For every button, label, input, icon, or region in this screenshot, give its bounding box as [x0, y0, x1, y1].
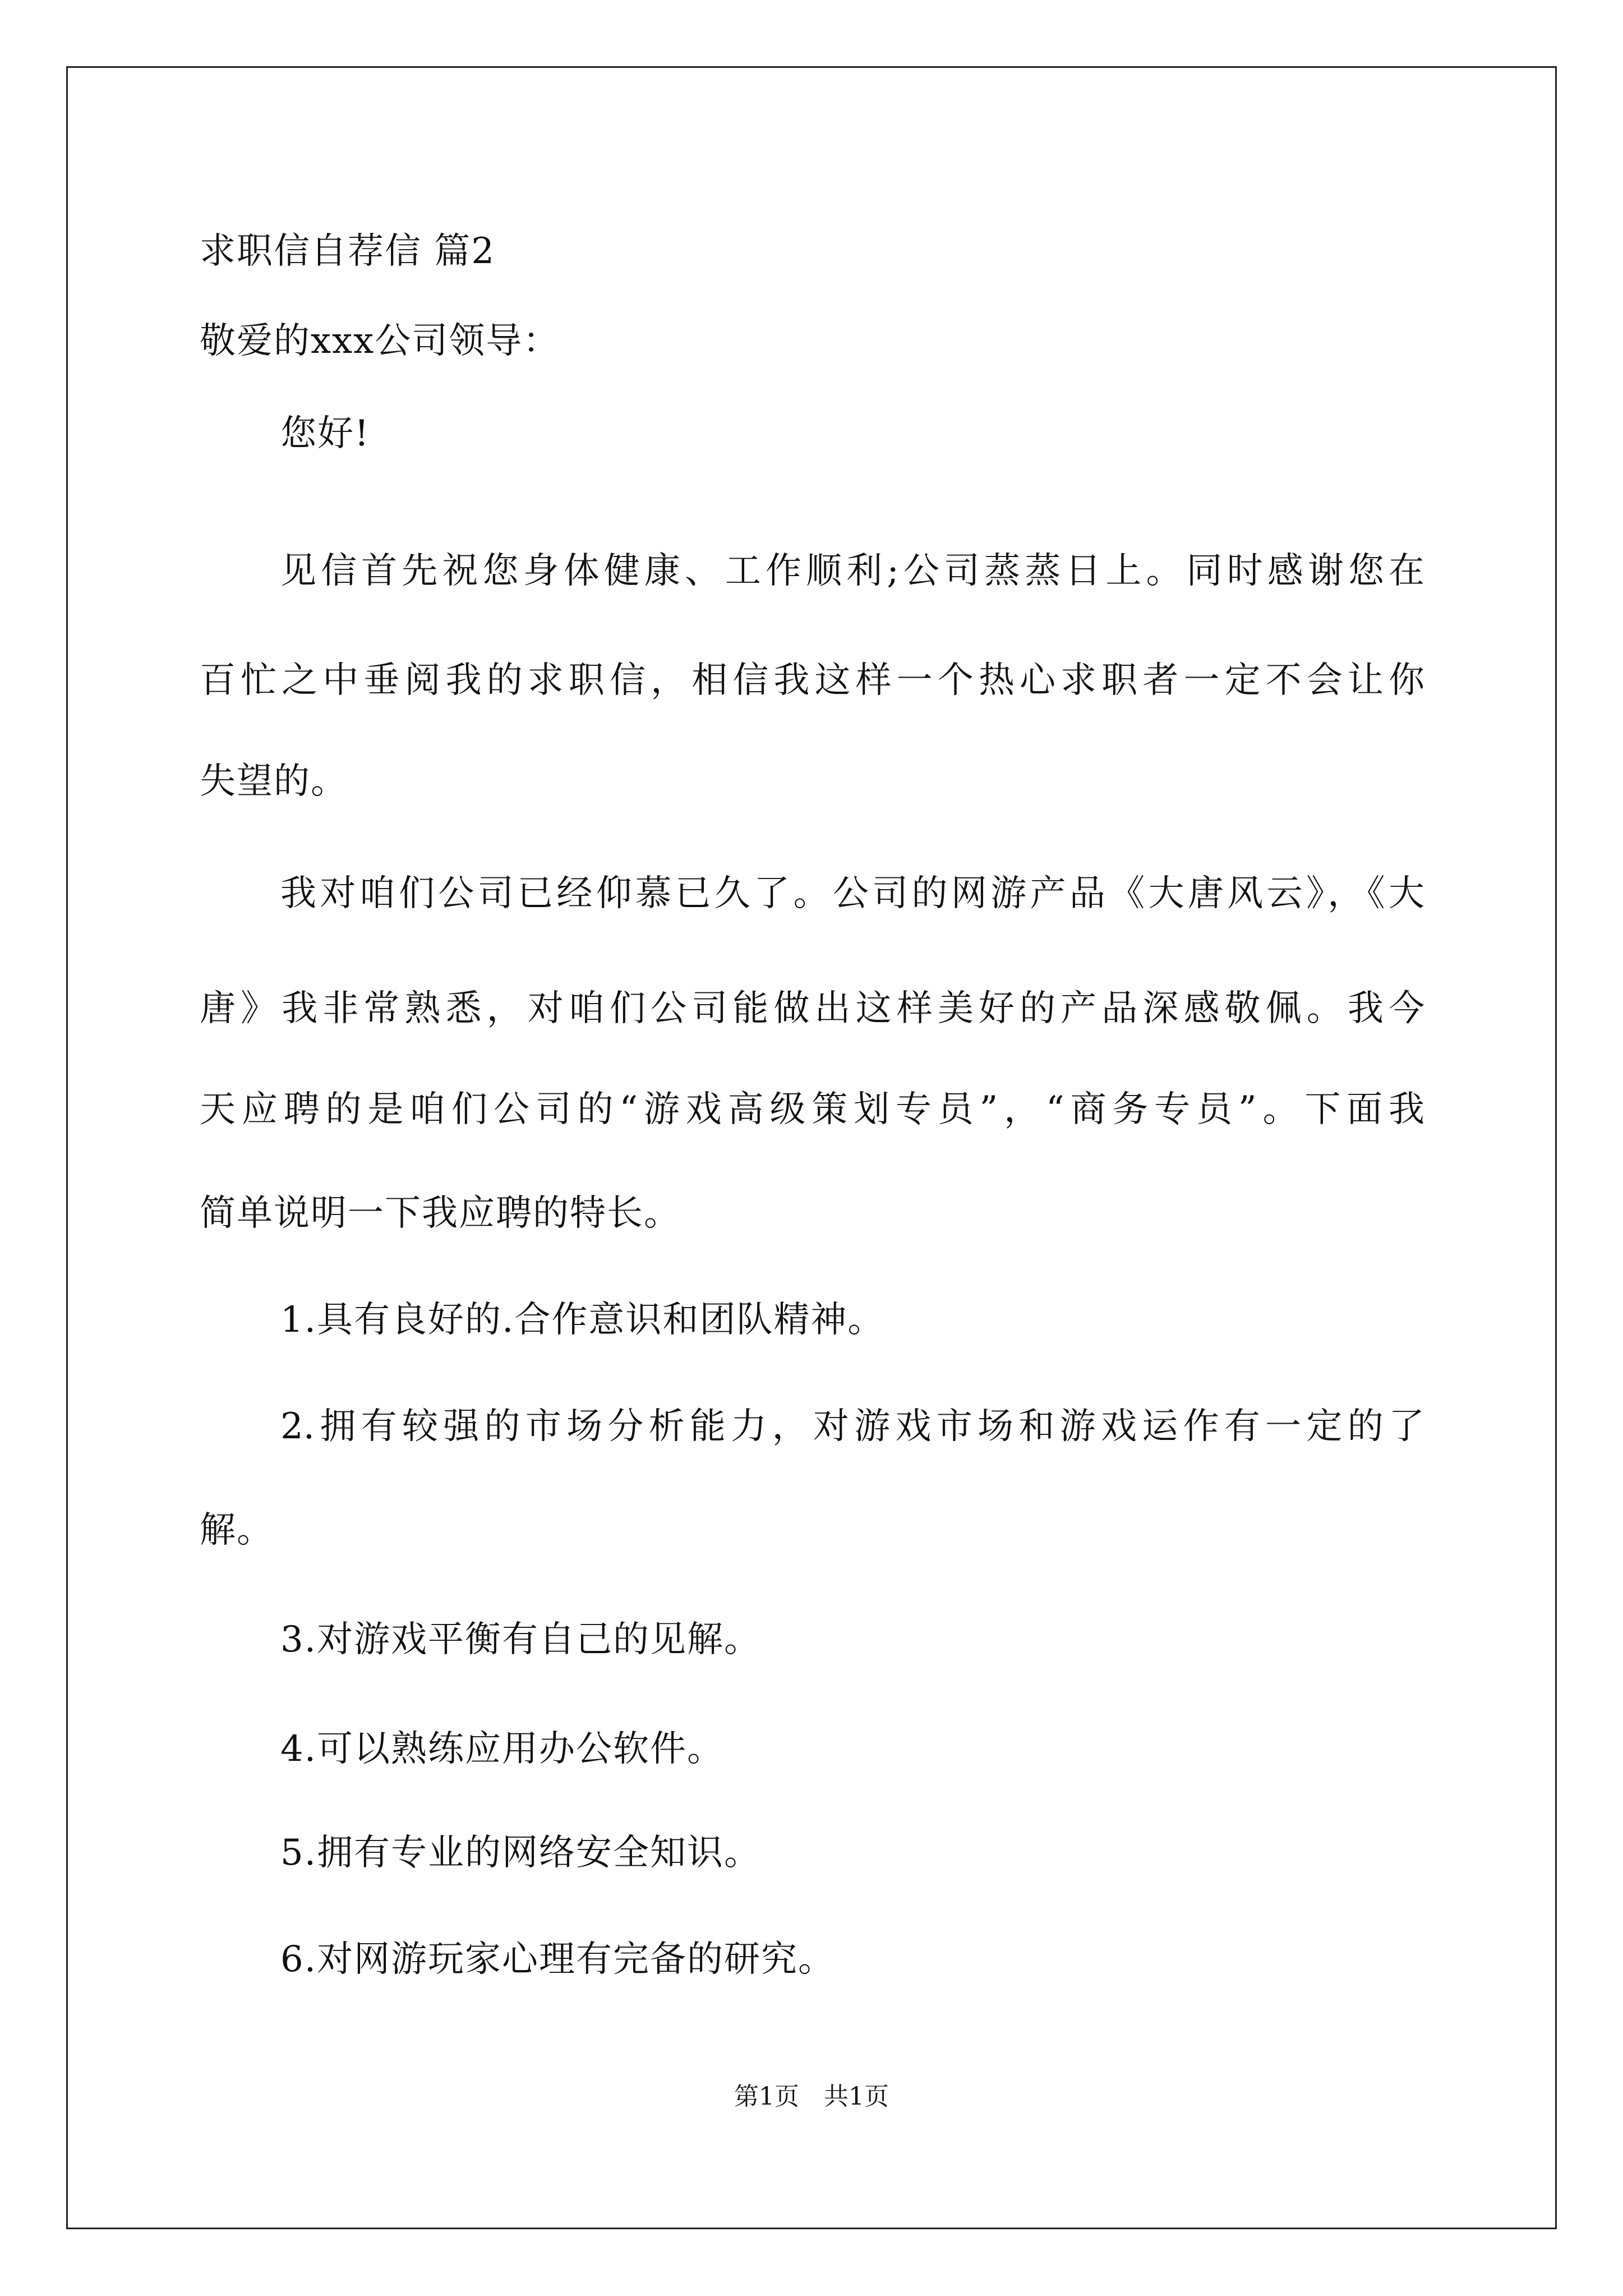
greeting: 您好!: [280, 413, 370, 454]
page-border: [66, 66, 1557, 2229]
list-item-1: 1.具有良好的.合作意识和团队精神。: [280, 1299, 885, 1341]
salutation: 敬爱的xxx公司领导：: [200, 320, 560, 362]
list-item-3: 3.对游戏平衡有自己的见解。: [280, 1619, 762, 1660]
paragraph-1-line-3: 失望的。: [200, 761, 348, 802]
paragraph-1-line-1: 见信首先祝您身体健康、工作顺利;公司蒸蒸日上。同时感谢您在: [280, 550, 1424, 592]
list-item-6: 6.对网游玩家心理有完备的研究。: [280, 1939, 836, 1980]
paragraph-2-line-1: 我对咱们公司已经仰慕已久了。公司的网游产品《大唐风云》，《大: [280, 873, 1424, 914]
paragraph-2-line-4: 简单说明一下我应聘的特长。: [200, 1193, 681, 1234]
paragraph-2-line-3: 天应聘的是咱们公司的“游戏高级策划专员”，“商务专员”。下面我: [200, 1089, 1424, 1130]
list-item-2-line-2: 解。: [200, 1510, 274, 1551]
list-item-5: 5.拥有专业的网络安全知识。: [280, 1832, 762, 1874]
document-title: 求职信自荐信 篇2: [200, 231, 496, 272]
paragraph-2-line-2: 唐》我非常熟悉，对咱们公司能做出这样美好的产品深感敬佩。我今: [200, 988, 1424, 1029]
paragraph-1-line-2: 百忙之中垂阅我的求职信，相信我这样一个热心求职者一定不会让你: [200, 660, 1424, 701]
list-item-2-line-1: 2.拥有较强的市场分析能力，对游戏市场和游戏运作有一定的了: [280, 1406, 1424, 1447]
page-footer: 第1页 共1页: [734, 2082, 889, 2111]
list-item-4: 4.可以熟练应用办公软件。: [280, 1728, 725, 1770]
